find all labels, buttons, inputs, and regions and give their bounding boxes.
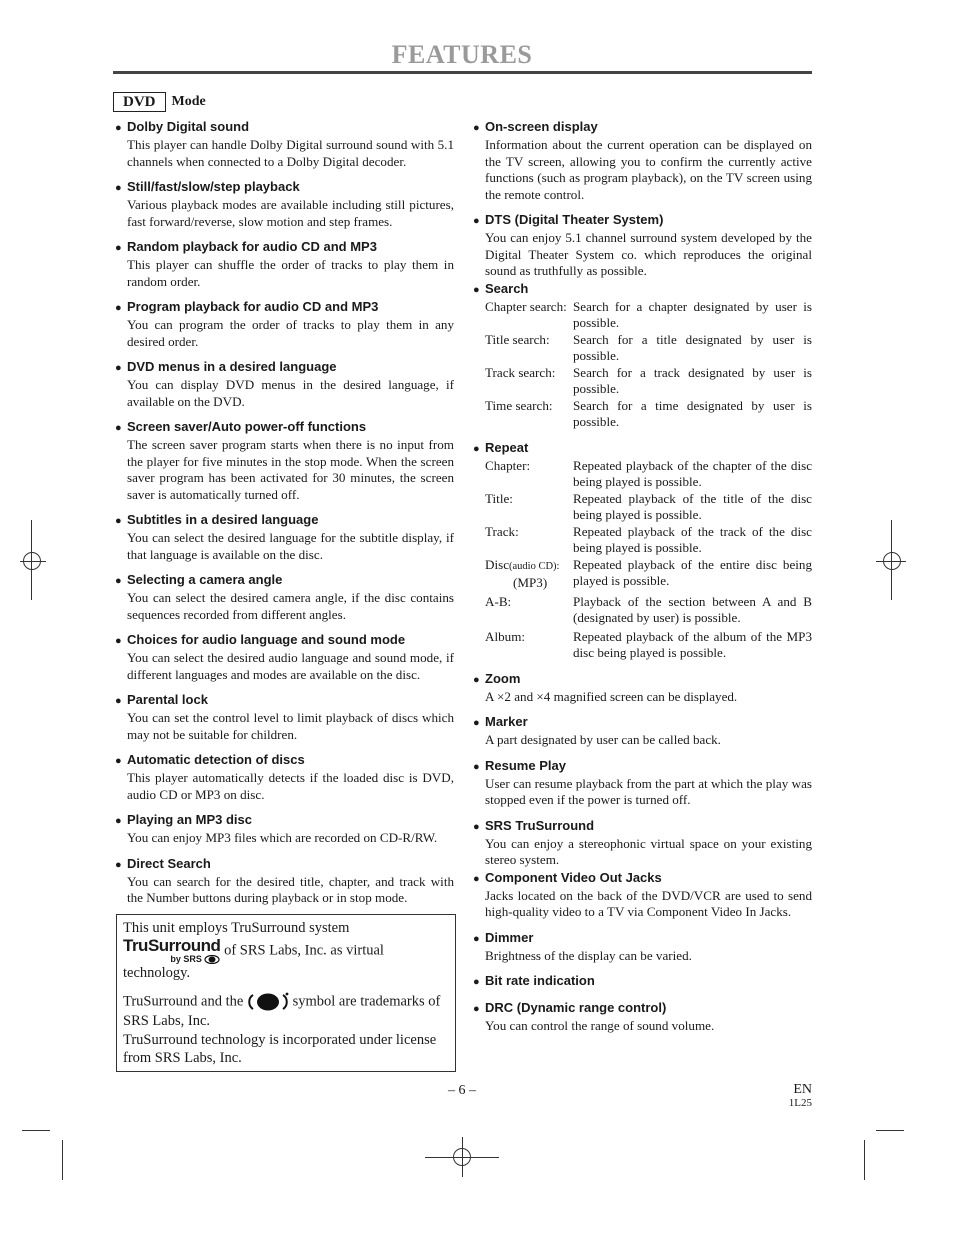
row-value: Repeated playback of the album of the MP3 disc being played is possible. [573, 628, 812, 660]
row-label: Disc(audio CD): (MP3) [485, 556, 560, 590]
bullet-icon: ● [115, 302, 122, 314]
crop-mark [22, 1130, 50, 1131]
row-label: Track: [485, 523, 519, 539]
feature-item [115, 511, 454, 563]
right-column [473, 118, 812, 1043]
feature-item [115, 811, 454, 847]
feature-title: DVD menus in a desired language [127, 359, 337, 374]
feature-title: Repeat [485, 439, 529, 455]
feature-desc: A part designated by user can be called back. [485, 732, 721, 747]
bullet-icon: ● [115, 422, 122, 434]
bullet-icon: ● [473, 1003, 480, 1015]
feature-desc: You can enjoy a stereophonic virtual space on your existing stereo system. [485, 835, 812, 867]
feature-marker [473, 713, 812, 749]
row-label: Album: [485, 628, 526, 644]
crop-mark [864, 1140, 865, 1180]
bullet-icon: ● [473, 872, 480, 885]
row-label: Title: [485, 490, 513, 506]
feature-title: On-screen display [485, 119, 598, 134]
bullet-icon: ● [473, 122, 480, 134]
feature-title: Zoom [485, 670, 521, 686]
search-row [485, 398, 812, 431]
registration-circle-icon [883, 552, 901, 570]
bullet-icon: ● [473, 976, 480, 988]
document-code: 1L25 [788, 1097, 812, 1109]
feature-title: Automatic detection of discs [127, 752, 305, 767]
row-value: Repeated playback of the entire disc being played is possible. [573, 556, 812, 588]
row-value: Search for a track designated by user is possible. [573, 364, 812, 396]
feature-desc: This player automatically detects if the loaded disc is DVD, audio CD or MP3 on disc. [127, 770, 454, 802]
row-value: Search for a time designated by user is possible. [573, 397, 812, 429]
feature-desc: This player can shuffle the order of tracks to play them in random order. [127, 257, 454, 289]
feature-desc: A ×2 and ×4 magnified screen can be displayed. [485, 688, 738, 704]
bullet-icon: ● [473, 760, 480, 773]
feature-drc [473, 999, 812, 1035]
feature-title: Playing an MP3 disc [127, 812, 252, 827]
feature-item [115, 751, 454, 803]
dvd-badge: DVD [113, 92, 166, 112]
feature-item [115, 855, 454, 907]
feature-title: Program playback for audio CD and MP3 [127, 299, 379, 314]
crop-mark [62, 1140, 63, 1180]
bullet-icon: ● [473, 717, 480, 729]
registration-circle-icon [23, 552, 41, 570]
repeat-row [485, 458, 812, 491]
row-value: Repeated playback of the track of the disc being played is possible. [573, 523, 812, 555]
page-title: FEATURES [391, 40, 533, 69]
repeat-row [485, 594, 812, 627]
feature-title: Subtitles in a desired language [127, 512, 319, 527]
bullet-icon: ● [115, 575, 122, 587]
feature-desc: You can enjoy 5.1 channel surround system developed by the Digital Theater System co. which reproduces the original sound as truthfully as possible. [485, 230, 812, 278]
title-rule [113, 71, 812, 74]
trusurround-logo: TruSurround by SRS [123, 935, 221, 964]
row-value: Repeated playback of the chapter of the disc being played is possible. [573, 457, 812, 489]
repeat-row [485, 491, 812, 524]
notice-line: TruSurround and the symbol are trademarks of SRS Labs, Inc. [123, 993, 441, 1030]
feature-item [115, 571, 454, 623]
bullet-icon: ● [115, 815, 122, 827]
repeat-row [485, 524, 812, 557]
feature-item [115, 298, 454, 350]
feature-title: Marker [485, 714, 528, 729]
row-value: Search for a title designated by user is possible. [573, 331, 812, 363]
feature-desc: You can program the order of tracks to play them in any desired order. [127, 317, 454, 349]
registration-circle-icon [453, 1148, 471, 1166]
feature-desc: You can display DVD menus in the desired language, if available on the DVD. [127, 377, 454, 409]
feature-repeat [473, 439, 812, 662]
bullet-icon: ● [115, 755, 122, 767]
row-label: A-B: [485, 593, 512, 609]
feature-desc: You can search for the desired title, chapter, and track with the Number buttons during playback or in stop mode. [127, 873, 454, 905]
bullet-icon: ● [473, 673, 480, 686]
bullet-icon: ● [473, 820, 480, 833]
feature-item [115, 418, 454, 503]
left-column [115, 118, 454, 915]
bullet-icon: ● [115, 695, 122, 707]
row-value: Search for a chapter designated by user is possible. [573, 298, 812, 330]
feature-srs-trusurround [473, 817, 812, 869]
feature-desc: You can control the range of sound volume. [485, 1018, 715, 1033]
feature-desc: You can select the desired audio language and sound mode, if different languages and modes are available on the disc. [127, 650, 454, 682]
bullet-icon: ● [473, 283, 480, 296]
bullet-icon: ● [115, 362, 122, 374]
feature-desc: You can select the desired camera angle, if the disc contains sequences recorded from different angles. [127, 590, 454, 622]
search-row [485, 299, 812, 332]
crop-mark [876, 1130, 904, 1131]
row-label: Chapter: [485, 457, 531, 473]
feature-desc: You can enjoy MP3 files which are recorded on CD-R/RW. [127, 830, 438, 845]
feature-item [115, 691, 454, 743]
feature-item [115, 178, 454, 230]
feature-resume-play [473, 757, 812, 809]
bullet-icon: ● [115, 122, 122, 134]
feature-title: Direct Search [127, 855, 211, 871]
feature-title: Component Video Out Jacks [485, 869, 662, 885]
row-label: Chapter search: [485, 298, 567, 314]
srs-symbol-icon [247, 992, 289, 1012]
page-number: – 6 – [448, 1083, 476, 1098]
feature-zoom [473, 670, 812, 706]
feature-title: Random playback for audio CD and MP3 [127, 239, 377, 254]
feature-title: Screen saver/Auto power-off functions [127, 419, 367, 434]
row-value: Playback of the section between A and B (designated by user) is possible. [573, 593, 812, 625]
feature-desc: Various playback modes are available including still pictures, fast forward/reverse, slow motion and step frames. [127, 197, 454, 229]
search-row [485, 332, 812, 365]
feature-title: SRS TruSurround [485, 817, 595, 833]
bullet-icon: ● [473, 442, 480, 455]
feature-desc: Information about the current operation can be displayed on the TV screen, allowing you to confirm the currently active functions (such as program playback), on the TV screen using the remote control. [485, 137, 812, 202]
bullet-icon: ● [473, 215, 480, 227]
feature-desc: Jacks located on the back of the DVD/VCR are used to send high-quality video to a TV via Component Video In Jacks. [485, 887, 812, 919]
repeat-row [485, 557, 812, 592]
feature-desc: This player can handle Dolby Digital surround sound with 5.1 channels when connected to a Dolby Digital decoder. [127, 137, 454, 169]
row-label: Title search: [485, 331, 550, 347]
feature-title: Still/fast/slow/step playback [127, 179, 300, 194]
feature-search [473, 280, 812, 431]
feature-component-video [473, 869, 812, 921]
bullet-icon: ● [115, 635, 122, 647]
row-value: Repeated playback of the title of the disc being played is possible. [573, 490, 812, 522]
feature-title: Bit rate indication [485, 973, 595, 988]
row-label: Track search: [485, 364, 556, 380]
feature-dimmer [473, 929, 812, 965]
feature-item [115, 631, 454, 683]
feature-title: DRC (Dynamic range control) [485, 1000, 667, 1015]
feature-desc: User can resume playback from the part at which the play was stopped even if the power is turned off. [485, 775, 812, 807]
feature-title: Resume Play [485, 757, 566, 773]
feature-bit-rate [473, 972, 812, 991]
mode-label: Mode [171, 94, 206, 109]
bullet-icon: ● [473, 932, 480, 945]
feature-title: Dimmer [485, 929, 534, 945]
feature-title: DTS (Digital Theater System) [485, 212, 664, 227]
repeat-row [485, 629, 812, 662]
srs-circle-icon [204, 955, 220, 964]
feature-item [115, 238, 454, 290]
feature-dts [473, 211, 812, 280]
feature-title: Selecting a camera angle [127, 572, 283, 587]
bullet-icon: ● [115, 858, 122, 871]
feature-desc: You can select the desired language for the subtitle display, if that language is available on the disc. [127, 530, 454, 562]
feature-title: Parental lock [127, 692, 208, 707]
feature-desc: You can set the control level to limit playback of discs which may not be suitable for children. [127, 710, 454, 742]
notice-line: This unit employs TruSurround system [123, 920, 350, 936]
feature-title: Search [485, 280, 529, 296]
bullet-icon: ● [115, 515, 122, 527]
row-label: Time search: [485, 397, 553, 413]
mode-header [113, 92, 206, 112]
bullet-icon: ● [115, 242, 122, 254]
feature-on-screen-display [473, 118, 812, 203]
search-row [485, 365, 812, 398]
feature-title: Choices for audio language and sound mode [127, 632, 406, 647]
feature-desc: The screen saver program starts when there is no input from the player for five minutes in the stop mode. When the screen saver program has been activated for 30 minutes, the screen saver is automatically turned off. [127, 437, 454, 502]
language-code: EN [793, 1082, 812, 1097]
notice-line: TruSurround by SRS of SRS Labs, Inc. as virtual technology. [123, 935, 384, 981]
trusurround-notice-box [116, 914, 456, 1072]
feature-item [115, 118, 454, 170]
feature-title: Dolby Digital sound [127, 119, 250, 134]
feature-desc: Brightness of the display can be varied. [485, 947, 692, 963]
notice-line: TruSurround technology is incorporated under license from SRS Labs, Inc. [123, 1031, 437, 1067]
feature-item [115, 358, 454, 410]
bullet-icon: ● [115, 182, 122, 194]
